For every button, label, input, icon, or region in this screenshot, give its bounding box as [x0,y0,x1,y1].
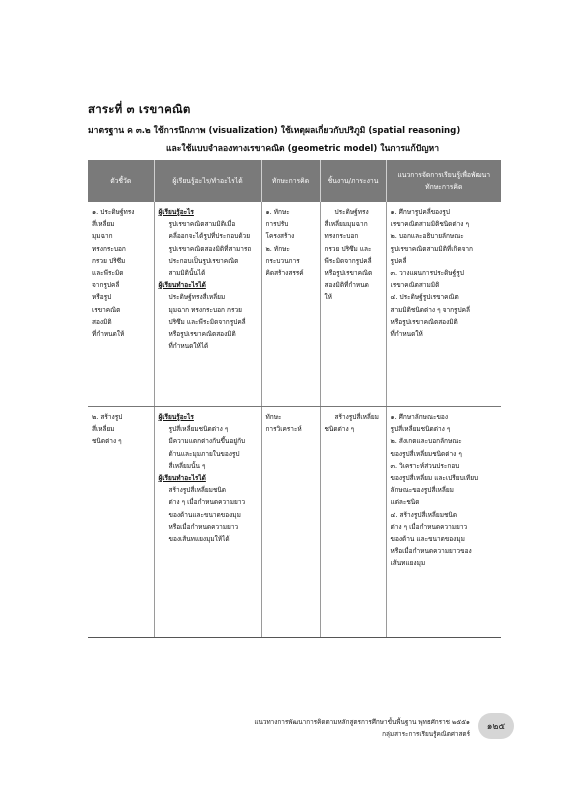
cell-line: สี่เหลี่ยม [92,425,115,434]
cell-line: พีระมิดจากรูปคลี่ [324,256,372,265]
strand-title: สาระที่ ๓ เรขาคณิต [88,102,191,116]
cell-learn [154,407,261,638]
header-indicator: ตัวชี้วัด [88,160,154,202]
cell-line: ๑. ทักษะ [265,208,290,216]
cell-line: ต่าง ๆ เมื่อกำหนดความยาว [168,498,246,507]
cell-line: มุมฉาก [92,232,113,241]
cell-line: ให้ [324,293,332,302]
cell-line: ของรูปสี่เหลี่ยม และเปรียบเทียบ [390,474,479,483]
cell-line: ประดิษฐ์ทรง [334,208,369,216]
cell-line: กรวย ปริซึม [92,256,126,265]
cell-line: เส้นทแยงมุม [390,559,426,568]
footer [240,716,470,740]
footer-title: แนวทางการพัฒนาการคิดตามหลักสูตรการศึกษาขั้นพื้นฐาน พุทธศักราช ๒๕๕๑ [254,718,470,726]
standard-line-2: และใช้แบบจำลองทางเรขาคณิต (geometric model) ในการแก้ปัญหา [166,144,440,154]
footer-subject: กลุ่มสาระการเรียนรู้คณิตศาสตร์ [382,730,470,738]
indicator-table [88,160,501,638]
cell-line: ๔. สร้างรูปสี่เหลี่ยมชนิด [390,510,458,519]
cell-line: ประดิษฐ์ทรงสี่เหลี่ยม [168,293,226,302]
cell-line: เรขาคณิตสามมิติชนิดต่าง ๆ [390,220,469,229]
cell-line: ๔. ประดิษฐ์รูปเรขาคณิต [390,293,459,302]
cell-line: ด้านและมุมภายในของรูป [168,449,240,458]
cell-line: ทักษะ [265,413,282,421]
cell-line: มีความแตกต่างกันขึ้นอยู่กับ [168,437,246,446]
cell-line: ๑. ศึกษาลักษณะของ [390,413,449,421]
cell-line: ทรงกระบอก [324,232,359,241]
table-row [88,407,501,638]
cell-line: กรวย ปริซึม และ [324,244,372,253]
cell-line: สร้างรูปสี่เหลี่ยมชนิด [168,486,227,495]
page-number: ๑๒๕ [478,713,514,739]
cell-line: แต่ละชนิด [390,498,420,507]
cell-line: หรือเมื่อกำหนดความยาวของ [390,547,472,556]
cell-line: ๒. บอกและอธิบายลักษณะ [390,232,464,241]
cell-line: ๒. ทักษะ [265,244,290,253]
cell-line: โครงสร้าง [265,232,295,241]
cell-line: ของด้าน และขนาดของมุม [390,535,465,544]
cell-line: หรือรูปเรขาคณิต [324,269,373,278]
cell-indicator [88,407,154,638]
cell-approach [386,407,501,638]
cell-line: สร้างรูปสี่เหลี่ยม [334,413,379,421]
cell-line: ประกอบเป็นรูปเรขาคณิต [168,256,239,265]
cell-indicator [88,202,154,407]
cell-line: สามมิตินั้นได้ [168,269,206,278]
table-header-row [88,160,501,202]
cell-line: ๑. ประดิษฐ์ทรง [92,208,135,216]
cell-line: ๒. สังเกตและบอกลักษณะ [390,437,462,446]
cell-line: ๑. ศึกษารูปคลี่ของรูป [390,208,450,216]
cell-line: สามมิติชนิดต่าง ๆ จากรูปคลี่ [390,305,470,314]
cell-line: ปริซึม และพีระมิดจากรูปคลี่ [168,317,246,326]
cell-line: รูปสี่เหลี่ยมชนิดต่าง ๆ [168,425,229,434]
cell-line: และพีระมิด [92,269,124,278]
cell-work [320,202,386,407]
cell-line: คิดสร้างสรรค์ [265,269,304,278]
cell-line: สี่เหลี่ยมมุมฉาก [324,220,368,229]
cell-line: หรือรูป [92,293,112,302]
header-learn: ผู้เรียนรู้อะไร/ทำอะไรได้ [154,160,261,202]
cell-line: สี่เหลี่ยม [92,220,115,229]
table-row [88,202,501,407]
cell-line: ที่กำหนดให้ [390,330,423,339]
cell-line: ของด้านและขนาดของมุม [168,510,241,519]
cell-line: ของเส้นทแยงมุมให้ได้ [168,535,230,544]
cell-work [320,407,386,638]
cell-line: จากรูปคลี่ [92,281,120,290]
cell-line: ผู้เรียนรู้อะไร [158,208,194,216]
cell-line: รูปเรขาคณิตสองมิติที่สามารถ [168,244,252,253]
cell-approach [386,202,501,407]
cell-line: คลี่ออกจะได้รูปที่ประกอบด้วย [168,232,251,241]
cell-line: ลักษณะของรูปสี่เหลี่ยม [390,486,454,495]
cell-line: ต่าง ๆ เมื่อกำหนดความยาว [390,522,468,531]
cell-line: ของรูปสี่เหลี่ยมชนิดต่าง ๆ [390,449,462,458]
cell-line: ผู้เรียนทำอะไรได้ [158,474,206,483]
cell-line: หรือเมื่อกำหนดความยาว [168,522,239,531]
cell-skills [261,407,320,638]
cell-learn [154,202,261,407]
cell-line: ผู้เรียนทำอะไรได้ [158,281,206,290]
cell-line: สี่เหลี่ยมนั้น ๆ [168,461,206,470]
cell-line: กระบวนการ [265,256,300,265]
cell-line: รูปเรขาคณิตสามมิติที่เกิดจาก [390,244,473,253]
cell-line: มุมฉาก ทรงกระบอก กรวย [168,305,242,314]
cell-line: หรือรูปเรขาคณิตสองมิติ [168,330,236,339]
cell-line: การปรับ [265,220,289,229]
header-work: ชิ้นงาน/ภาระงาน [320,160,386,202]
cell-line: สองมิติที่กำหนด [324,281,369,290]
cell-line: หรือรูปเรขาคณิตสองมิติ [390,317,458,326]
cell-line: ๓. วิเคราะห์ส่วนประกอบ [390,461,460,470]
cell-line: ผู้เรียนรู้อะไร [158,413,194,421]
header-approach: แนวการจัดการเรียนรู้เพื่อพัฒนาทักษะการคิด [386,160,501,202]
cell-line: ชนิดต่าง ๆ [324,425,355,434]
cell-line: ที่กำหนดให้ได้ [168,342,209,351]
header-skills: ทักษะการคิด [261,160,320,202]
cell-line: ทรงกระบอก [92,244,126,253]
cell-line: สองมิติ [92,317,112,326]
cell-line: รูปเรขาคณิตสามมิติเมื่อ [168,220,236,229]
cell-line: รูปสี่เหลี่ยมชนิดต่าง ๆ [390,425,451,434]
cell-line: ๓. วางแผนการประดิษฐ์รูป [390,269,464,278]
cell-line: ที่กำหนดให้ [92,330,125,339]
cell-line: ๒. สร้างรูป [92,413,123,421]
cell-line: การวิเคราะห์ [265,425,302,434]
cell-line: รูปคลี่ [390,256,407,265]
cell-line: ชนิดต่าง ๆ [92,437,122,446]
cell-skills [261,202,320,407]
cell-line: เรขาคณิตสามมิติ [390,281,440,290]
standard-line-1: มาตรฐาน ค ๓.๒ ใช้การนึกภาพ (visualization) ใช้เหตุผลเกี่ยวกับปริภูมิ (spatial reasoning) [88,126,461,136]
cell-line: เรขาคณิต [92,305,121,314]
